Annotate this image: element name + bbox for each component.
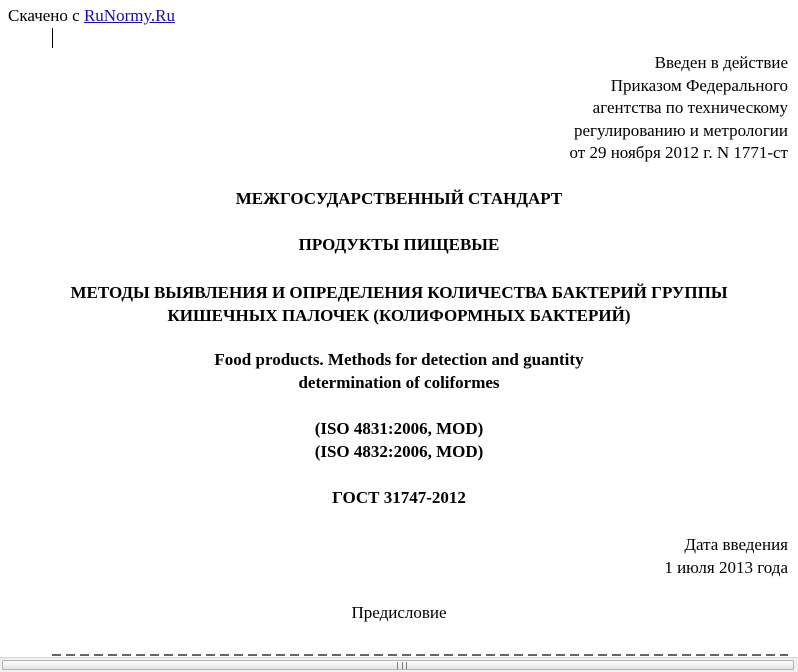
gost-number-text: ГОСТ 31747-2012	[332, 488, 466, 507]
enactment-line: регулированию и метрологии	[573, 120, 788, 140]
source-prefix: Скачено с	[8, 6, 84, 25]
product-group-heading	[0, 234, 798, 257]
iso-reference: (ISO 4831:2006, MOD)	[314, 419, 484, 438]
english-title-line: Food products. Methods for detection and guantity	[214, 350, 584, 369]
standard-type-text: МЕЖГОСУДАРСТВЕННЫЙ СТАНДАРТ	[235, 189, 563, 208]
grip-icon	[397, 662, 407, 669]
horizontal-scrollbar[interactable]	[0, 657, 798, 672]
enactment-line: Приказом Федерального	[610, 75, 788, 95]
clipped-text-line	[52, 648, 788, 657]
english-title	[0, 349, 798, 394]
iso-references	[0, 418, 798, 463]
iso-reference: (ISO 4832:2006, MOD)	[314, 441, 484, 461]
preface-heading	[0, 603, 798, 623]
introduction-date-label: Дата введения	[684, 535, 788, 554]
english-title-line: determination of coliformes	[298, 372, 500, 392]
text-cursor	[52, 28, 53, 48]
scrollbar-thumb[interactable]	[2, 660, 794, 670]
source-line	[8, 6, 175, 26]
standard-type-heading	[0, 188, 798, 211]
introduction-date-value: 1 июля 2013 года	[664, 557, 788, 577]
enactment-block	[570, 52, 789, 165]
introduction-date-block	[664, 534, 788, 579]
enactment-line: Введен в действие	[654, 53, 788, 72]
enactment-line: от 29 ноября 2012 г. N 1771-ст	[569, 143, 788, 162]
title-line: КИШЕЧНЫХ ПАЛОЧЕК (КОЛИФОРМНЫХ БАКТЕРИЙ)	[167, 305, 631, 325]
document-title	[0, 282, 798, 327]
gost-number-heading	[0, 487, 798, 510]
preface-heading-text: Предисловие	[351, 603, 447, 622]
enactment-line: агентства по техническому	[592, 98, 788, 117]
source-link[interactable]: RuNormy.Ru	[83, 6, 175, 25]
title-line: МЕТОДЫ ВЫЯВЛЕНИЯ И ОПРЕДЕЛЕНИЯ КОЛИЧЕСТВА БАКТЕРИЙ ГРУППЫ	[70, 283, 728, 302]
product-group-text: ПРОДУКТЫ ПИЩЕВЫЕ	[298, 235, 500, 254]
